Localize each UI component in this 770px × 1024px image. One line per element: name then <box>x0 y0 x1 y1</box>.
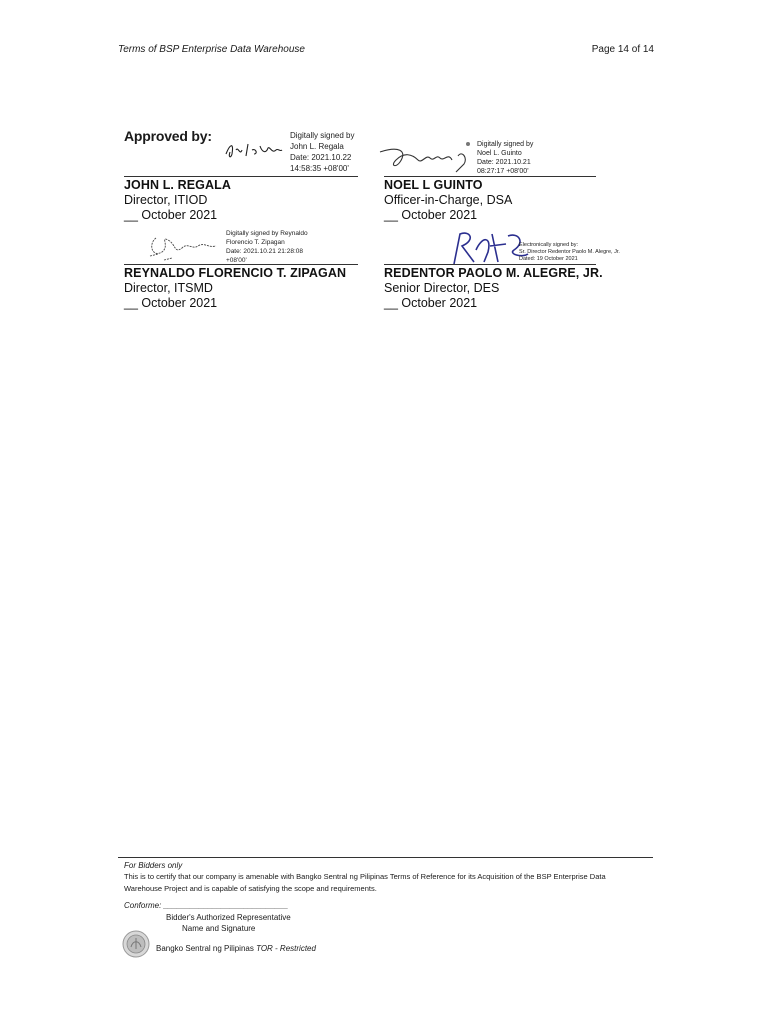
document-header-title: Terms of BSP Enterprise Data Warehouse <box>118 44 305 55</box>
signature-line <box>124 176 358 177</box>
sig-line: Sr. Director Redentor Paolo M. Alegre, Jr. <box>519 249 620 255</box>
signatory-name: REYNALDO FLORENCIO T. ZIPAGAN <box>124 266 347 280</box>
bullet-icon <box>466 142 470 146</box>
signature-zipagan-image <box>146 230 226 264</box>
sig-line: Dated: 19 October 2021 <box>519 256 578 262</box>
signature-guinto-image <box>378 142 474 176</box>
sig-line: Noel L. Guinto <box>477 150 522 157</box>
signatory-name: NOEL L GUINTO <box>384 178 483 192</box>
name-signature-label: Name and Signature <box>182 924 256 933</box>
page-number: Page 14 of 14 <box>591 44 654 55</box>
bsp-seal-icon <box>122 930 150 958</box>
signatory-date: __ October 2021 <box>124 208 218 222</box>
conforme-line: Conforme: ____________________________ <box>124 901 289 910</box>
restricted-label: TOR - Restricted <box>256 944 316 953</box>
signatory-date: __ October 2021 <box>384 296 478 310</box>
footer-divider <box>118 857 653 858</box>
signatory-role: Director, ITIOD <box>124 193 208 207</box>
sig-line: Date: 2021.10.22 <box>290 153 352 162</box>
certification-text: This is to certify that our company is amenable with Bangko Sentral ng Pilipinas Terms of Reference for its Acquisition of the BSP Enterprise Data Warehouse Project and is capable of satisfying the scope and requirements. <box>124 872 606 893</box>
digital-signature-block-zipagan <box>226 229 308 265</box>
signatory-name: JOHN L. REGALA <box>124 178 231 192</box>
digital-signature-block-alegre <box>519 242 620 263</box>
signature-line <box>384 176 596 177</box>
signature-regala-image <box>222 136 286 164</box>
sig-line: Date: 2021.10.21 <box>477 159 531 166</box>
sig-line: Florencio T. Zipagan <box>226 239 285 246</box>
sig-line: Digitally signed by Reynaldo <box>226 230 308 237</box>
signatory-date: __ October 2021 <box>384 208 478 222</box>
sig-line: John L. Regala <box>290 142 344 151</box>
sig-line: +08'00' <box>226 257 247 264</box>
sig-line: 08:27:17 +08'00' <box>477 168 529 175</box>
digital-signature-block-guinto <box>477 140 533 176</box>
sig-line: 14:58:35 +08'00' <box>290 164 349 173</box>
signatory-role: Senior Director, DES <box>384 281 500 295</box>
digital-signature-block-regala <box>290 130 354 174</box>
for-bidders-title: For Bidders only <box>124 861 183 870</box>
sig-line: Digitally signed by <box>290 131 355 140</box>
signatory-name: REDENTOR PAOLO M. ALEGRE, JR. <box>384 266 603 280</box>
signatory-role: Officer-in-Charge, DSA <box>384 193 513 207</box>
approved-by-label: Approved by: <box>124 128 212 144</box>
bidder-representative-label: Bidder's Authorized Representative <box>166 913 291 922</box>
signatory-date: __ October 2021 <box>124 296 218 310</box>
bsp-name: Bangko Sentral ng Pilipinas <box>156 944 254 953</box>
bsp-footer-text <box>156 944 316 953</box>
sig-line: Date: 2021.10.21 21:28:08 <box>226 248 303 255</box>
signatory-role: Director, ITSMD <box>124 281 213 295</box>
signature-line <box>384 264 596 265</box>
sig-line: Electronically signed by: <box>519 242 579 248</box>
sig-line: Digitally signed by <box>477 141 534 148</box>
signature-line <box>124 264 358 265</box>
